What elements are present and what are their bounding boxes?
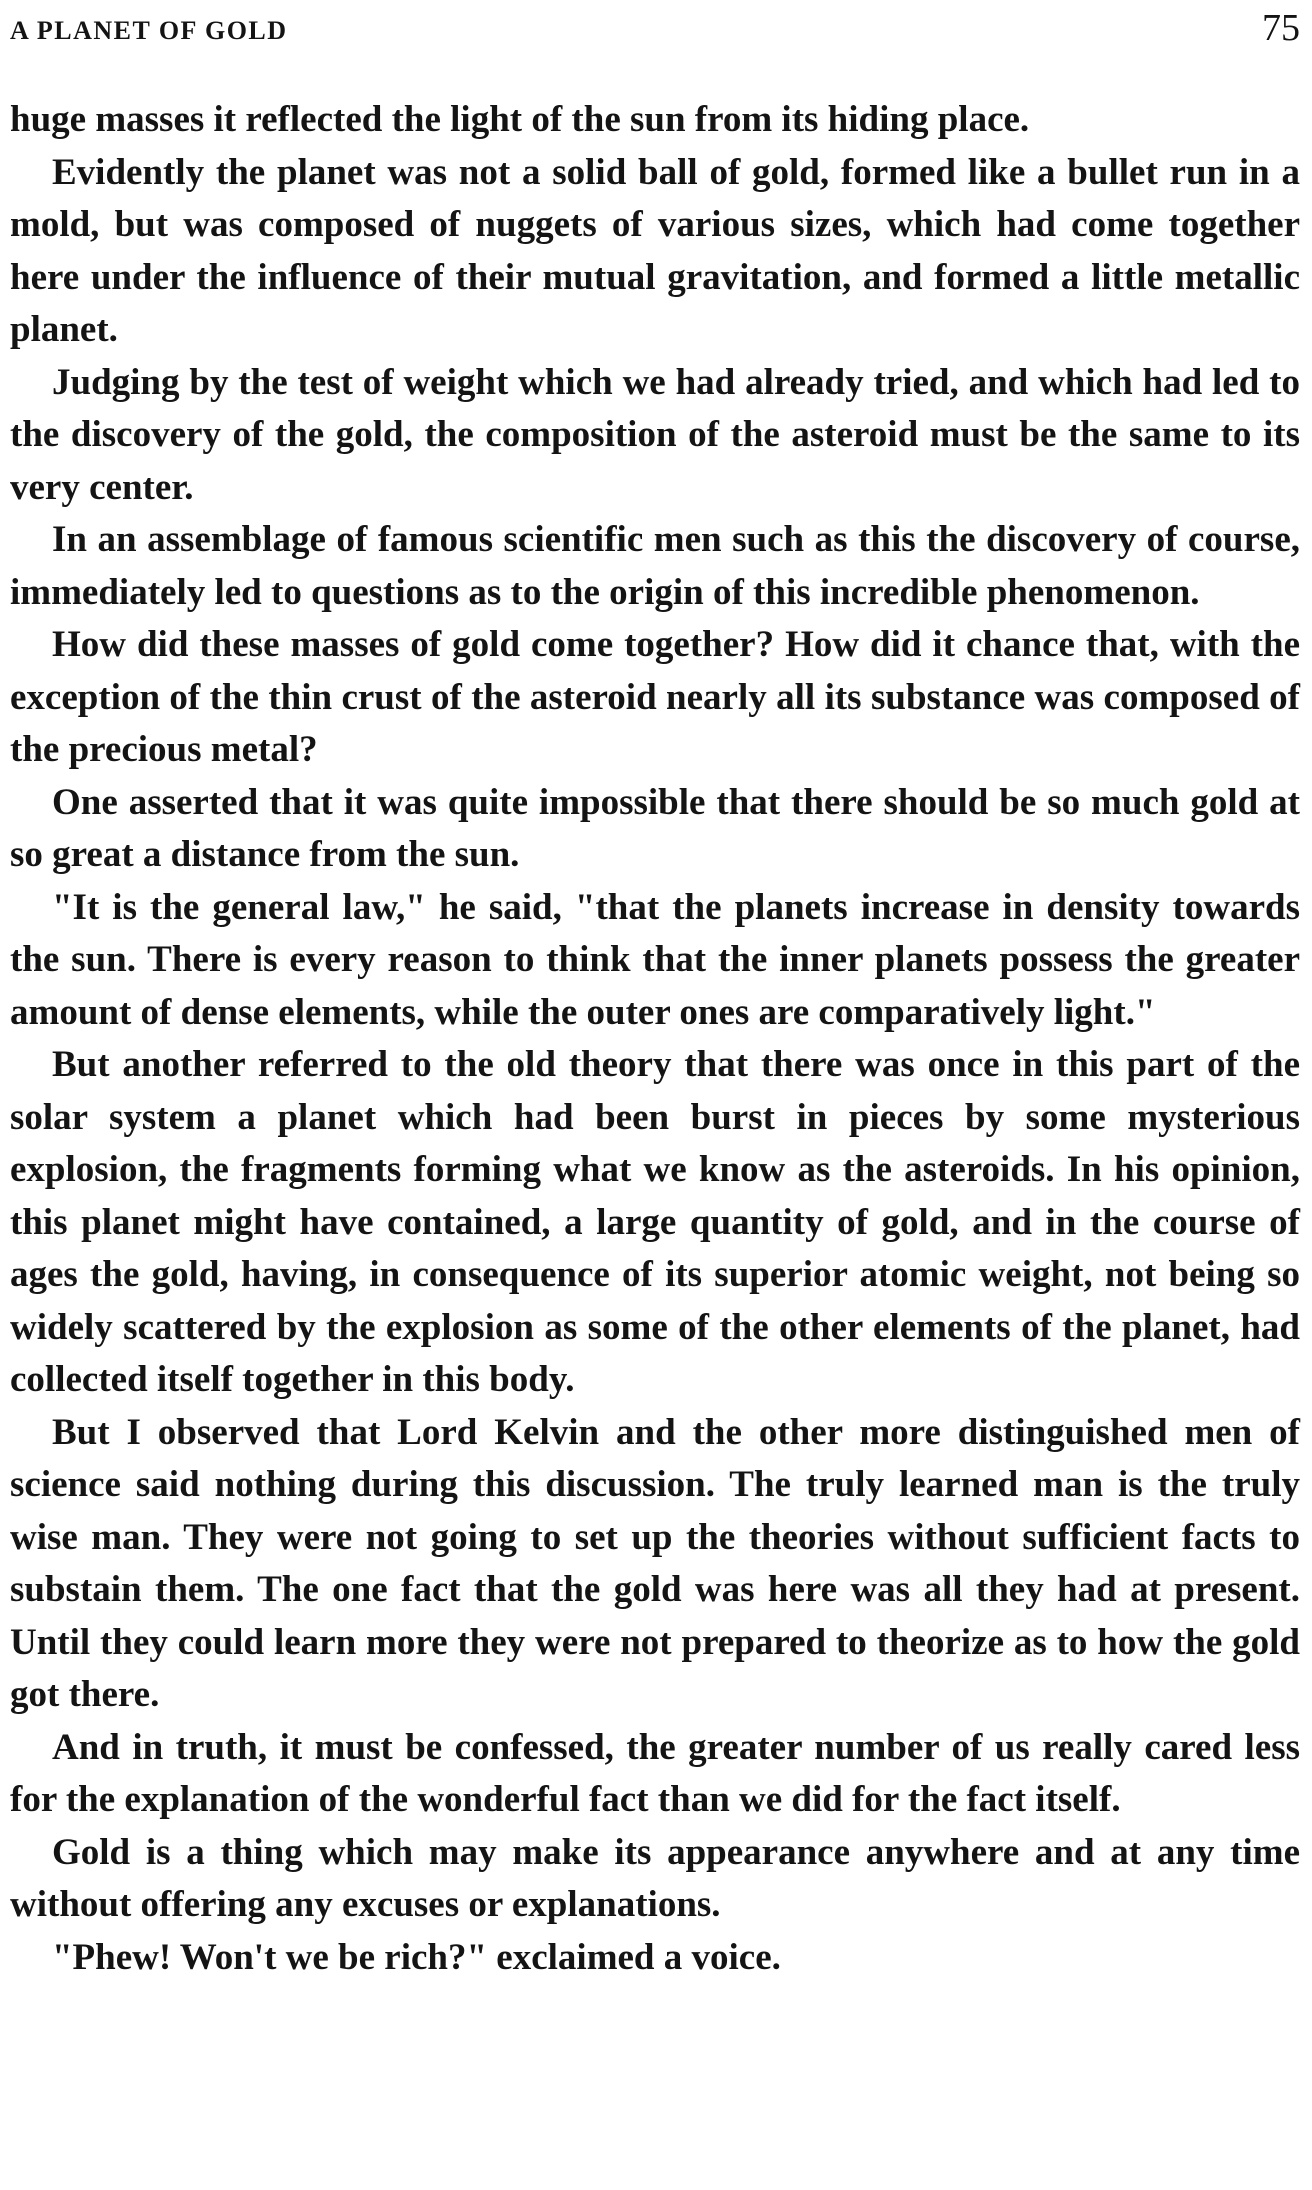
paragraph: "Phew! Won't we be rich?" exclaimed a voice.	[52, 1936, 781, 1978]
paragraph: "It is the general law," he said, "that the planets increase in density towards the sun. There is every reason to think that the inner planets possess the greater amount of dense elements, while the outer ones are comparatively light."	[10, 886, 1300, 1033]
paragraph: But another referred to the old theory that there was once in this part of the solar system a planet which had been burst in pieces by some mysterious explosion, the fragments forming what we know as the asteroids. In his opinion, this planet might have contained, a large quantity of gold, and in the course of ages the gold, having, in consequence of its superior atomic weight, not being so widely scattered by the explosion as some of the other elements of the planet, had collected itself together in this body.	[10, 1044, 1300, 1400]
paragraph: And in truth, it must be confessed, the greater number of us really cared less for the explanation of the wonderful fact than we did for the fact itself.	[10, 1726, 1300, 1820]
page-number: 75	[1262, 7, 1300, 49]
paragraph: Judging by the test of weight which we had already tried, and which had led to the discovery of the gold, the composition of the asteroid must be the same to its very center.	[10, 361, 1300, 508]
paragraph: huge masses it reflected the light of the sun from its hiding place.	[10, 99, 1030, 140]
running-title: A PLANET OF GOLD	[10, 16, 288, 45]
body-text	[10, 94, 1300, 1984]
paragraph: One asserted that it was quite impossible that there should be so much gold at so great a distance from the sun.	[10, 781, 1300, 875]
running-head	[10, 6, 1300, 54]
paragraph: In an assemblage of famous scientific men such as this the discovery of course, immediately led to questions as to the origin of this incredible phenomenon.	[10, 519, 1300, 613]
paragraph: Evidently the planet was not a solid ball of gold, formed like a bullet run in a mold, but was composed of nuggets of various sizes, which had come together here under the influence of their mutual gravitation, and formed a little metallic planet.	[10, 151, 1300, 350]
paragraph: How did these masses of gold come together? How did it chance that, with the exception of the thin crust of the asteroid nearly all its substance was composed of the precious metal?	[10, 624, 1300, 770]
paragraph: Gold is a thing which may make its appearance anywhere and at any time without offering any excuses or explanations.	[10, 1831, 1300, 1925]
paragraph: But I observed that Lord Kelvin and the other more distinguished men of science said nothing during this discussion. The truly learned man is the truly wise man. They were not going to set up the theories without sufficient facts to substain them. The one fact that the gold was here was all they had at present. Until they could learn more they were not prepared to theorize as to how the gold got there.	[10, 1411, 1300, 1715]
